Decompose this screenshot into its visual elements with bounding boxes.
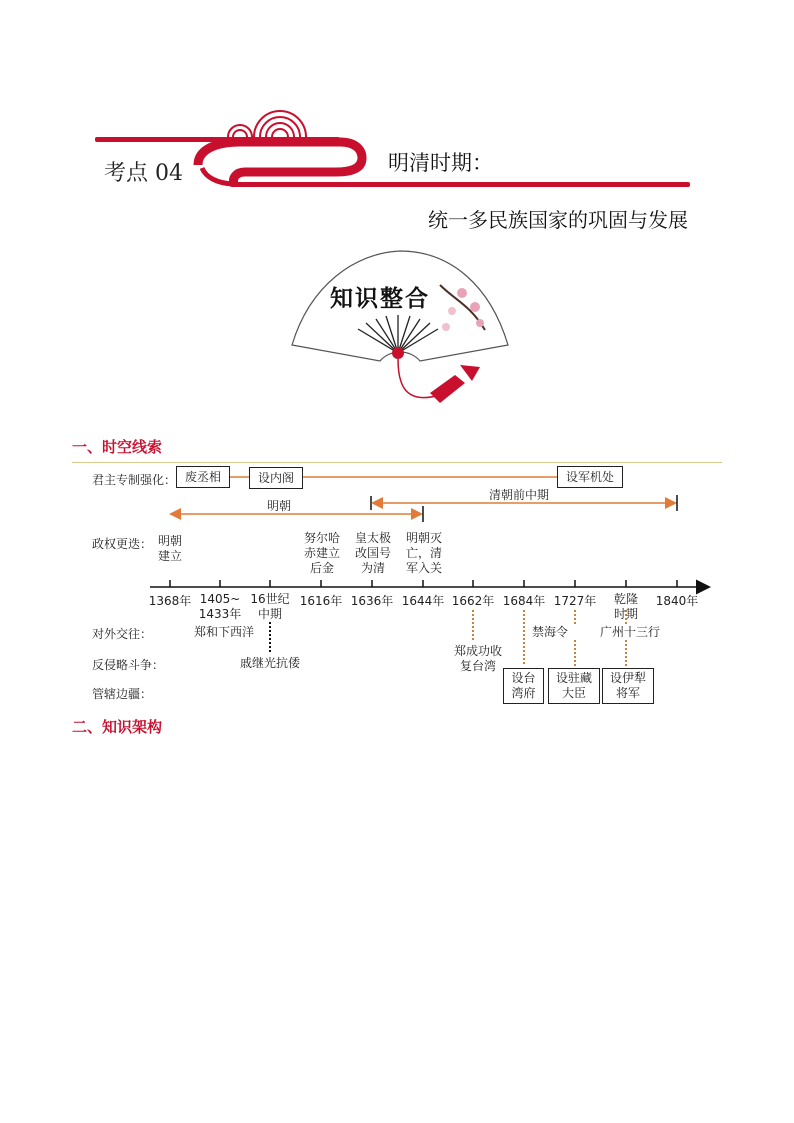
box-grand-council: 设军机处 bbox=[557, 466, 623, 488]
tick-label: 1616年 bbox=[299, 594, 343, 608]
event-zheng-chenggong bbox=[448, 644, 508, 674]
tick-label: 1368年 bbox=[148, 594, 192, 608]
box-line: 湾府 bbox=[511, 686, 536, 700]
sun-arcs-icon bbox=[228, 111, 306, 137]
event-line: 努尔哈 bbox=[303, 531, 340, 545]
tick-label: 1636年 bbox=[350, 594, 394, 608]
event-line: 明朝 bbox=[157, 534, 182, 548]
tick-label-line: 16世纪 bbox=[250, 592, 290, 606]
box-taiwan-prefecture bbox=[503, 668, 544, 704]
page-title: 明清时期： bbox=[388, 151, 493, 175]
row-label-monarchy: 君主专制强化： bbox=[92, 473, 177, 487]
box-line: 将军 bbox=[615, 686, 640, 700]
tick-label bbox=[601, 592, 651, 622]
event-line: 复台湾 bbox=[459, 659, 496, 673]
row-label-anti-invasion: 反侵略斗争： bbox=[92, 658, 165, 672]
tick-label-line: 乾隆 bbox=[613, 592, 638, 606]
era-ming: 明朝 bbox=[266, 499, 291, 513]
page-subtitle: 统一多民族国家的巩固与发展 bbox=[428, 208, 688, 232]
event-line: 建立 bbox=[157, 549, 182, 563]
box-line: 设伊犁 bbox=[609, 671, 646, 685]
row-label-foreign: 对外交往： bbox=[92, 627, 153, 641]
event-line: 皇太极 bbox=[354, 531, 391, 545]
event-line: 后金 bbox=[309, 561, 334, 575]
regime-event-ming-founded bbox=[150, 534, 190, 564]
tick-label: 1840年 bbox=[655, 594, 699, 608]
tick-label: 1727年 bbox=[553, 594, 597, 608]
event-line: 改国号 bbox=[354, 546, 391, 560]
regime-event-later-jin bbox=[298, 531, 346, 576]
tick-label-line: 1433年 bbox=[198, 607, 242, 621]
event-line: 郑成功收 bbox=[453, 644, 502, 658]
event-line: 明朝灭 bbox=[405, 531, 442, 545]
tick-label-line: 1405~ bbox=[199, 592, 241, 606]
box-line: 设台 bbox=[511, 671, 536, 685]
event-qi-jiguang: 戚继光抗倭 bbox=[239, 656, 300, 670]
tick-label: 1662年 bbox=[451, 594, 495, 608]
box-yili-general bbox=[602, 668, 654, 704]
event-line: 赤建立 bbox=[303, 546, 340, 560]
regime-event-ming-fall bbox=[400, 531, 448, 576]
section-heading-framework: 二、知识架构 bbox=[72, 718, 163, 736]
event-line: 为清 bbox=[360, 561, 385, 575]
box-grand-secretariat: 设内阁 bbox=[249, 467, 303, 489]
topic-label: 考点 04 bbox=[104, 161, 183, 186]
header-rule-bottom bbox=[230, 182, 690, 187]
tick-label-line: 中期 bbox=[257, 607, 282, 621]
tick-label bbox=[245, 592, 295, 622]
regime-event-qing-named bbox=[349, 531, 397, 576]
tick-label: 1644年 bbox=[401, 594, 445, 608]
axis-ticks bbox=[170, 580, 677, 587]
tick-label: 1684年 bbox=[502, 594, 546, 608]
event-zheng-he: 郑和下西洋 bbox=[193, 625, 254, 639]
fan-caption: 知识整合 bbox=[330, 285, 430, 312]
scroll-ribbon-icon bbox=[198, 142, 362, 184]
event-sea-ban: 禁海令 bbox=[531, 625, 568, 639]
event-thirteen-hongs: 广州十三行 bbox=[599, 625, 660, 639]
row-label-frontier: 管辖边疆： bbox=[92, 687, 153, 701]
event-line: 亡，清 bbox=[405, 546, 442, 560]
fan-illustration bbox=[280, 245, 520, 415]
tick-label bbox=[194, 592, 246, 622]
timeline-diagram bbox=[0, 460, 794, 720]
box-line: 大臣 bbox=[561, 686, 586, 700]
event-line: 军入关 bbox=[405, 561, 442, 575]
section-heading-timeline: 一、时空线索 bbox=[72, 438, 163, 456]
row-label-regime: 政权更迭： bbox=[92, 537, 153, 551]
header-rule-top bbox=[95, 137, 340, 142]
tick-label-line: 时期 bbox=[613, 607, 638, 621]
box-abolish-chancellor: 废丞相 bbox=[176, 466, 230, 488]
era-qing: 清朝前中期 bbox=[488, 488, 549, 502]
box-tibet-minister bbox=[548, 668, 600, 704]
tassel-icon bbox=[398, 359, 480, 403]
box-line: 设驻藏 bbox=[555, 671, 592, 685]
